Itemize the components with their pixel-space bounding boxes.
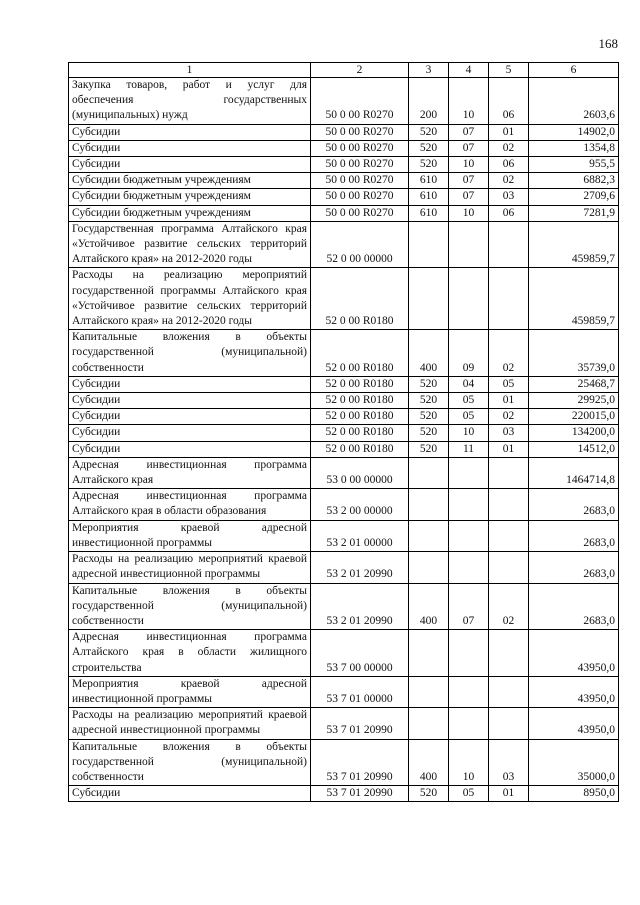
row-section-cell: 09 <box>449 330 489 377</box>
row-section-cell: 07 <box>449 124 489 140</box>
row-target-code-cell: 53 0 00 00000 <box>311 457 409 488</box>
row-name-cell: Государственная программа Алтайского края «Устойчивое развитие сельских территорий Алтайского края» на 2012-2020 годы <box>69 221 311 268</box>
row-expense-type-cell: 520 <box>409 409 449 425</box>
row-subsection-cell <box>489 708 529 739</box>
table-row <box>69 520 619 551</box>
table-row <box>69 173 619 189</box>
row-target-code-cell: 50 0 00 R0270 <box>311 124 409 140</box>
table-row <box>69 78 619 125</box>
row-amount-cell: 43950,0 <box>529 708 619 739</box>
row-target-code-cell: 52 0 00 R0180 <box>311 441 409 457</box>
row-subsection-cell: 01 <box>489 124 529 140</box>
table-row <box>69 583 619 630</box>
header-col-5: 5 <box>489 63 529 78</box>
row-section-cell: 10 <box>449 78 489 125</box>
row-subsection-cell: 02 <box>489 330 529 377</box>
header-col-2: 2 <box>311 63 409 78</box>
row-amount-cell: 134200,0 <box>529 425 619 441</box>
row-name-cell: Адресная инвестиционная программа Алтайского края <box>69 457 311 488</box>
row-target-code-cell: 52 0 00 R0180 <box>311 409 409 425</box>
row-target-code-cell: 52 0 00 R0180 <box>311 376 409 392</box>
row-subsection-cell: 02 <box>489 409 529 425</box>
row-subsection-cell: 05 <box>489 376 529 392</box>
row-amount-cell: 35000,0 <box>529 739 619 786</box>
row-expense-type-cell: 520 <box>409 376 449 392</box>
row-name-cell: Адресная инвестиционная программа Алтайского края в области жилищного строительства <box>69 630 311 677</box>
row-expense-type-cell: 520 <box>409 124 449 140</box>
table-row <box>69 268 619 330</box>
row-amount-cell: 955,5 <box>529 157 619 173</box>
table-row <box>69 676 619 707</box>
row-expense-type-cell <box>409 221 449 268</box>
row-subsection-cell <box>489 552 529 583</box>
table-row <box>69 630 619 677</box>
row-amount-cell: 14512,0 <box>529 441 619 457</box>
row-section-cell <box>449 630 489 677</box>
row-amount-cell: 2603,6 <box>529 78 619 125</box>
row-name-cell: Расходы на реализацию мероприятий краевой адресной инвестиционной программы <box>69 708 311 739</box>
table-row <box>69 189 619 205</box>
row-section-cell <box>449 708 489 739</box>
row-section-cell <box>449 268 489 330</box>
row-subsection-cell: 02 <box>489 173 529 189</box>
table-body <box>69 78 619 802</box>
table-row <box>69 124 619 140</box>
row-amount-cell: 43950,0 <box>529 676 619 707</box>
row-section-cell: 05 <box>449 786 489 802</box>
row-subsection-cell: 02 <box>489 140 529 156</box>
row-expense-type-cell: 200 <box>409 78 449 125</box>
row-section-cell: 05 <box>449 393 489 409</box>
row-target-code-cell: 50 0 00 R0270 <box>311 173 409 189</box>
row-subsection-cell <box>489 489 529 520</box>
row-target-code-cell: 52 0 00 00000 <box>311 221 409 268</box>
table-row <box>69 205 619 221</box>
row-subsection-cell <box>489 520 529 551</box>
row-target-code-cell: 53 7 01 20990 <box>311 739 409 786</box>
row-expense-type-cell: 610 <box>409 173 449 189</box>
row-name-cell: Капитальные вложения в объекты государственной (муниципальной) собственности <box>69 330 311 377</box>
row-subsection-cell: 06 <box>489 78 529 125</box>
row-amount-cell: 1354,8 <box>529 140 619 156</box>
row-subsection-cell <box>489 221 529 268</box>
header-col-6: 6 <box>529 63 619 78</box>
row-amount-cell: 2709,6 <box>529 189 619 205</box>
table-row <box>69 425 619 441</box>
row-amount-cell: 43950,0 <box>529 630 619 677</box>
row-expense-type-cell: 520 <box>409 157 449 173</box>
row-target-code-cell: 53 7 01 00000 <box>311 676 409 707</box>
row-name-cell: Субсидии бюджетным учреждениям <box>69 189 311 205</box>
row-expense-type-cell <box>409 489 449 520</box>
row-name-cell: Субсидии бюджетным учреждениям <box>69 173 311 189</box>
row-section-cell: 11 <box>449 441 489 457</box>
row-expense-type-cell <box>409 457 449 488</box>
table-row <box>69 708 619 739</box>
row-section-cell: 07 <box>449 189 489 205</box>
row-section-cell <box>449 489 489 520</box>
row-amount-cell: 459859,7 <box>529 221 619 268</box>
row-subsection-cell <box>489 457 529 488</box>
row-section-cell <box>449 552 489 583</box>
row-expense-type-cell: 610 <box>409 189 449 205</box>
row-name-cell: Субсидии <box>69 409 311 425</box>
row-amount-cell: 2683,0 <box>529 583 619 630</box>
row-subsection-cell <box>489 630 529 677</box>
row-target-code-cell: 50 0 00 R0270 <box>311 189 409 205</box>
row-amount-cell: 459859,7 <box>529 268 619 330</box>
row-section-cell <box>449 676 489 707</box>
table-row <box>69 441 619 457</box>
table-row <box>69 393 619 409</box>
row-section-cell <box>449 520 489 551</box>
budget-table <box>68 62 619 802</box>
row-subsection-cell: 03 <box>489 425 529 441</box>
table-row <box>69 140 619 156</box>
row-target-code-cell: 52 0 00 R0180 <box>311 268 409 330</box>
row-section-cell: 10 <box>449 157 489 173</box>
row-name-cell: Расходы на реализацию мероприятий краевой адресной инвестиционной программы <box>69 552 311 583</box>
row-target-code-cell: 50 0 00 R0270 <box>311 78 409 125</box>
row-section-cell <box>449 457 489 488</box>
table-row <box>69 552 619 583</box>
row-target-code-cell: 50 0 00 R0270 <box>311 157 409 173</box>
row-expense-type-cell: 520 <box>409 140 449 156</box>
row-target-code-cell: 53 2 01 00000 <box>311 520 409 551</box>
row-expense-type-cell: 520 <box>409 425 449 441</box>
row-name-cell: Субсидии <box>69 441 311 457</box>
row-expense-type-cell: 520 <box>409 393 449 409</box>
page-number: 168 <box>598 36 618 51</box>
row-subsection-cell: 01 <box>489 393 529 409</box>
row-section-cell: 07 <box>449 583 489 630</box>
row-subsection-cell: 01 <box>489 441 529 457</box>
table-row <box>69 330 619 377</box>
table-row <box>69 409 619 425</box>
row-amount-cell: 29925,0 <box>529 393 619 409</box>
row-subsection-cell <box>489 268 529 330</box>
row-amount-cell: 2683,0 <box>529 552 619 583</box>
row-subsection-cell: 06 <box>489 157 529 173</box>
row-subsection-cell: 06 <box>489 205 529 221</box>
row-section-cell: 04 <box>449 376 489 392</box>
row-amount-cell: 35739,0 <box>529 330 619 377</box>
row-expense-type-cell <box>409 630 449 677</box>
row-expense-type-cell <box>409 520 449 551</box>
row-expense-type-cell: 520 <box>409 786 449 802</box>
row-name-cell: Мероприятия краевой адресной инвестиционной программы <box>69 676 311 707</box>
row-name-cell: Мероприятия краевой адресной инвестиционной программы <box>69 520 311 551</box>
row-name-cell: Закупка товаров, работ и услуг для обеспечения государственных (муниципальных) нужд <box>69 78 311 125</box>
row-amount-cell: 220015,0 <box>529 409 619 425</box>
row-section-cell: 10 <box>449 425 489 441</box>
row-amount-cell: 14902,0 <box>529 124 619 140</box>
row-expense-type-cell <box>409 676 449 707</box>
row-target-code-cell: 53 2 01 20990 <box>311 552 409 583</box>
row-section-cell <box>449 221 489 268</box>
row-section-cell: 07 <box>449 140 489 156</box>
row-amount-cell: 6882,3 <box>529 173 619 189</box>
row-target-code-cell: 53 7 01 20990 <box>311 708 409 739</box>
row-name-cell: Расходы на реализацию мероприятий государственной программы Алтайского края «Устойчивое развитие сельских территорий Алтайского края» на 2012-2020 годы <box>69 268 311 330</box>
row-subsection-cell: 02 <box>489 583 529 630</box>
header-col-1: 1 <box>69 63 311 78</box>
row-name-cell: Субсидии <box>69 157 311 173</box>
table-row <box>69 489 619 520</box>
row-amount-cell: 8950,0 <box>529 786 619 802</box>
row-expense-type-cell: 400 <box>409 583 449 630</box>
row-name-cell: Субсидии бюджетным учреждениям <box>69 205 311 221</box>
row-name-cell: Субсидии <box>69 786 311 802</box>
table-row <box>69 157 619 173</box>
row-subsection-cell: 01 <box>489 786 529 802</box>
row-subsection-cell: 03 <box>489 739 529 786</box>
row-target-code-cell: 53 2 00 00000 <box>311 489 409 520</box>
table-row <box>69 376 619 392</box>
row-target-code-cell: 52 0 00 R0180 <box>311 425 409 441</box>
row-subsection-cell <box>489 676 529 707</box>
row-name-cell: Субсидии <box>69 425 311 441</box>
table-row <box>69 739 619 786</box>
row-target-code-cell: 53 7 01 20990 <box>311 786 409 802</box>
row-expense-type-cell <box>409 552 449 583</box>
row-section-cell: 07 <box>449 173 489 189</box>
row-amount-cell: 2683,0 <box>529 520 619 551</box>
table-row <box>69 786 619 802</box>
row-target-code-cell: 52 0 00 R0180 <box>311 393 409 409</box>
row-name-cell: Капитальные вложения в объекты государственной (муниципальной) собственности <box>69 739 311 786</box>
row-amount-cell: 25468,7 <box>529 376 619 392</box>
table-header <box>69 63 619 78</box>
row-expense-type-cell: 520 <box>409 441 449 457</box>
table-row <box>69 221 619 268</box>
row-target-code-cell: 53 2 01 20990 <box>311 583 409 630</box>
row-target-code-cell: 50 0 00 R0270 <box>311 140 409 156</box>
header-row <box>69 63 619 78</box>
row-name-cell: Субсидии <box>69 140 311 156</box>
row-expense-type-cell: 400 <box>409 330 449 377</box>
header-col-4: 4 <box>449 63 489 78</box>
row-name-cell: Субсидии <box>69 124 311 140</box>
row-expense-type-cell: 610 <box>409 205 449 221</box>
row-target-code-cell: 53 7 00 00000 <box>311 630 409 677</box>
row-expense-type-cell: 400 <box>409 739 449 786</box>
row-name-cell: Субсидии <box>69 376 311 392</box>
row-expense-type-cell <box>409 268 449 330</box>
header-col-3: 3 <box>409 63 449 78</box>
row-amount-cell: 2683,0 <box>529 489 619 520</box>
row-section-cell: 10 <box>449 739 489 786</box>
row-target-code-cell: 52 0 00 R0180 <box>311 330 409 377</box>
row-section-cell: 05 <box>449 409 489 425</box>
table-row <box>69 457 619 488</box>
row-section-cell: 10 <box>449 205 489 221</box>
row-target-code-cell: 50 0 00 R0270 <box>311 205 409 221</box>
row-expense-type-cell <box>409 708 449 739</box>
row-name-cell: Адресная инвестиционная программа Алтайского края в области образования <box>69 489 311 520</box>
row-name-cell: Субсидии <box>69 393 311 409</box>
row-amount-cell: 1464714,8 <box>529 457 619 488</box>
row-name-cell: Капитальные вложения в объекты государственной (муниципальной) собственности <box>69 583 311 630</box>
row-subsection-cell: 03 <box>489 189 529 205</box>
row-amount-cell: 7281,9 <box>529 205 619 221</box>
